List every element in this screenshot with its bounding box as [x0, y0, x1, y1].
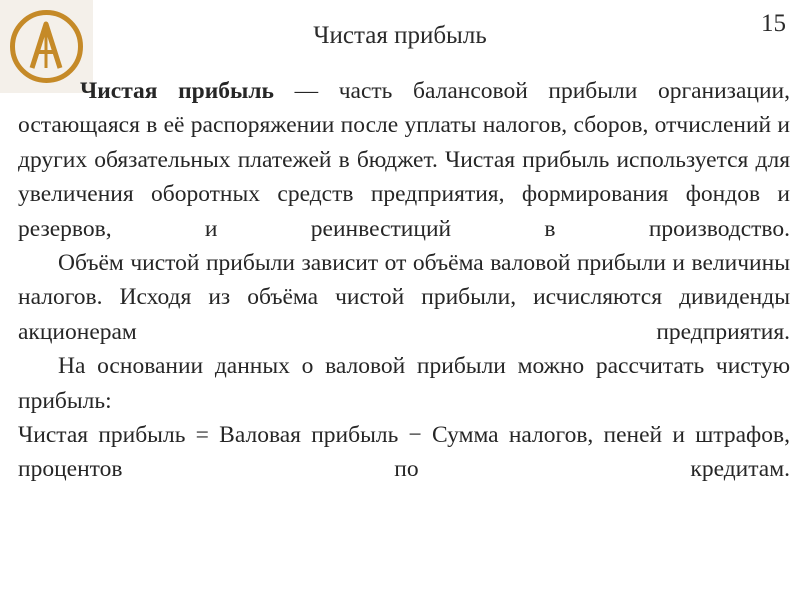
- body-text: [18, 74, 790, 487]
- definition-text: — часть балансовой прибыли организации, остающаяся в её распоряжении после уплаты налогов, сборов, отчислений и других обязательных платежей в бюджет. Чистая прибыль используется для увеличения оборотных средств предприятия, формирования фондов и резервов, и реинвестиций в производство.: [18, 78, 790, 242]
- formula: Чистая прибыль = Валовая прибыль − Сумма налогов, пеней и штрафов, процентов по кредитам.: [18, 422, 790, 483]
- term-net-profit: Чистая прибыль: [80, 78, 274, 104]
- paragraph-definition: [18, 74, 790, 246]
- paragraph-calculation: На основании данных о валовой прибыли можно рассчитать чистую прибыль:: [18, 353, 790, 414]
- paragraph-dividends: Объём чистой прибыли зависит от объёма валовой прибыли и величины налогов. Исходя из объёма чистой прибыли, исчисляются дивиденды акционерам предприятия.: [18, 250, 790, 345]
- page-number: 15: [761, 10, 786, 37]
- slide-title: Чистая прибыль: [313, 22, 487, 49]
